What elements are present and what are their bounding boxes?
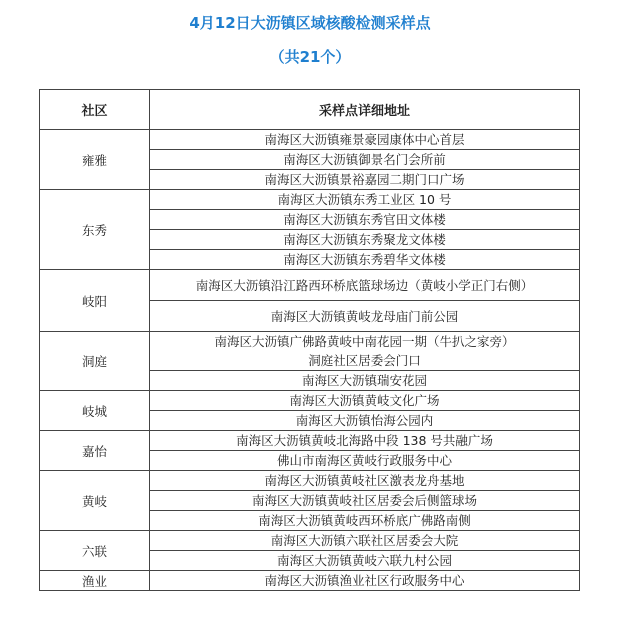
- address-cell: 南海区大沥镇黄岐文化广场: [150, 391, 580, 411]
- address-cell: 南海区大沥镇东秀碧华文体楼: [150, 250, 580, 270]
- table-row: [40, 190, 580, 210]
- table-header-row: [40, 90, 580, 130]
- community-cell: 黄岐: [40, 471, 150, 531]
- address-cell: 南海区大沥镇东秀官田文体楼: [150, 210, 580, 230]
- table-row: [40, 471, 580, 491]
- address-cell: 南海区大沥镇黄岐北海路中段 138 号共融广场: [150, 431, 580, 451]
- header-address: 采样点详细地址: [150, 90, 580, 130]
- address-cell: 南海区大沥镇东秀聚龙文体楼: [150, 230, 580, 250]
- table-row: [40, 130, 580, 150]
- address-cell: 南海区大沥镇瑞安花园: [150, 371, 580, 391]
- table-row: [40, 270, 580, 301]
- address-cell: 南海区大沥镇黄岐六联九村公园: [150, 551, 580, 571]
- address-cell: 洞庭社区居委会门口: [150, 351, 580, 371]
- community-cell: 东秀: [40, 190, 150, 270]
- community-cell: 雍雅: [40, 130, 150, 190]
- sampling-sites-table: [39, 89, 580, 591]
- address-cell: 南海区大沥镇黄岐龙母庙门前公园: [150, 301, 580, 332]
- address-cell: 南海区大沥镇怡海公园内: [150, 411, 580, 431]
- address-cell: 南海区大沥镇六联社区居委会大院: [150, 531, 580, 551]
- address-cell: 南海区大沥镇景裕嘉园二期门口广场: [150, 170, 580, 190]
- address-cell: 南海区大沥镇沿江路西环桥底篮球场边（黄岐小学正门右侧）: [150, 270, 580, 301]
- address-cell: 南海区大沥镇广佛路黄岐中南花园一期（牛扒之家旁）: [150, 332, 580, 352]
- address-cell: 南海区大沥镇雍景豪园康体中心首层: [150, 130, 580, 150]
- table-row: [40, 531, 580, 551]
- header-community: 社区: [40, 90, 150, 130]
- address-cell: 南海区大沥镇东秀工业区 10 号: [150, 190, 580, 210]
- page-title: 4月12日大沥镇区域核酸检测采样点: [189, 14, 431, 32]
- table-row: [40, 571, 580, 591]
- page-subtitle: （共21个）: [269, 48, 351, 66]
- address-cell: 南海区大沥镇黄岐社区激表龙舟基地: [150, 471, 580, 491]
- table-row: [40, 391, 580, 411]
- table-row: [40, 431, 580, 451]
- community-cell: 嘉怡: [40, 431, 150, 471]
- address-cell: 佛山市南海区黄岐行政服务中心: [150, 451, 580, 471]
- address-cell: 南海区大沥镇御景名门会所前: [150, 150, 580, 170]
- address-cell: 南海区大沥镇渔业社区行政服务中心: [150, 571, 580, 591]
- community-cell: 岐城: [40, 391, 150, 431]
- address-cell: 南海区大沥镇黄岐西环桥底广佛路南侧: [150, 511, 580, 531]
- community-cell: 岐阳: [40, 270, 150, 332]
- community-cell: 洞庭: [40, 332, 150, 391]
- community-cell: 渔业: [40, 571, 150, 591]
- community-cell: 六联: [40, 531, 150, 571]
- address-cell: 南海区大沥镇黄岐社区居委会后侧篮球场: [150, 491, 580, 511]
- table-row: [40, 332, 580, 352]
